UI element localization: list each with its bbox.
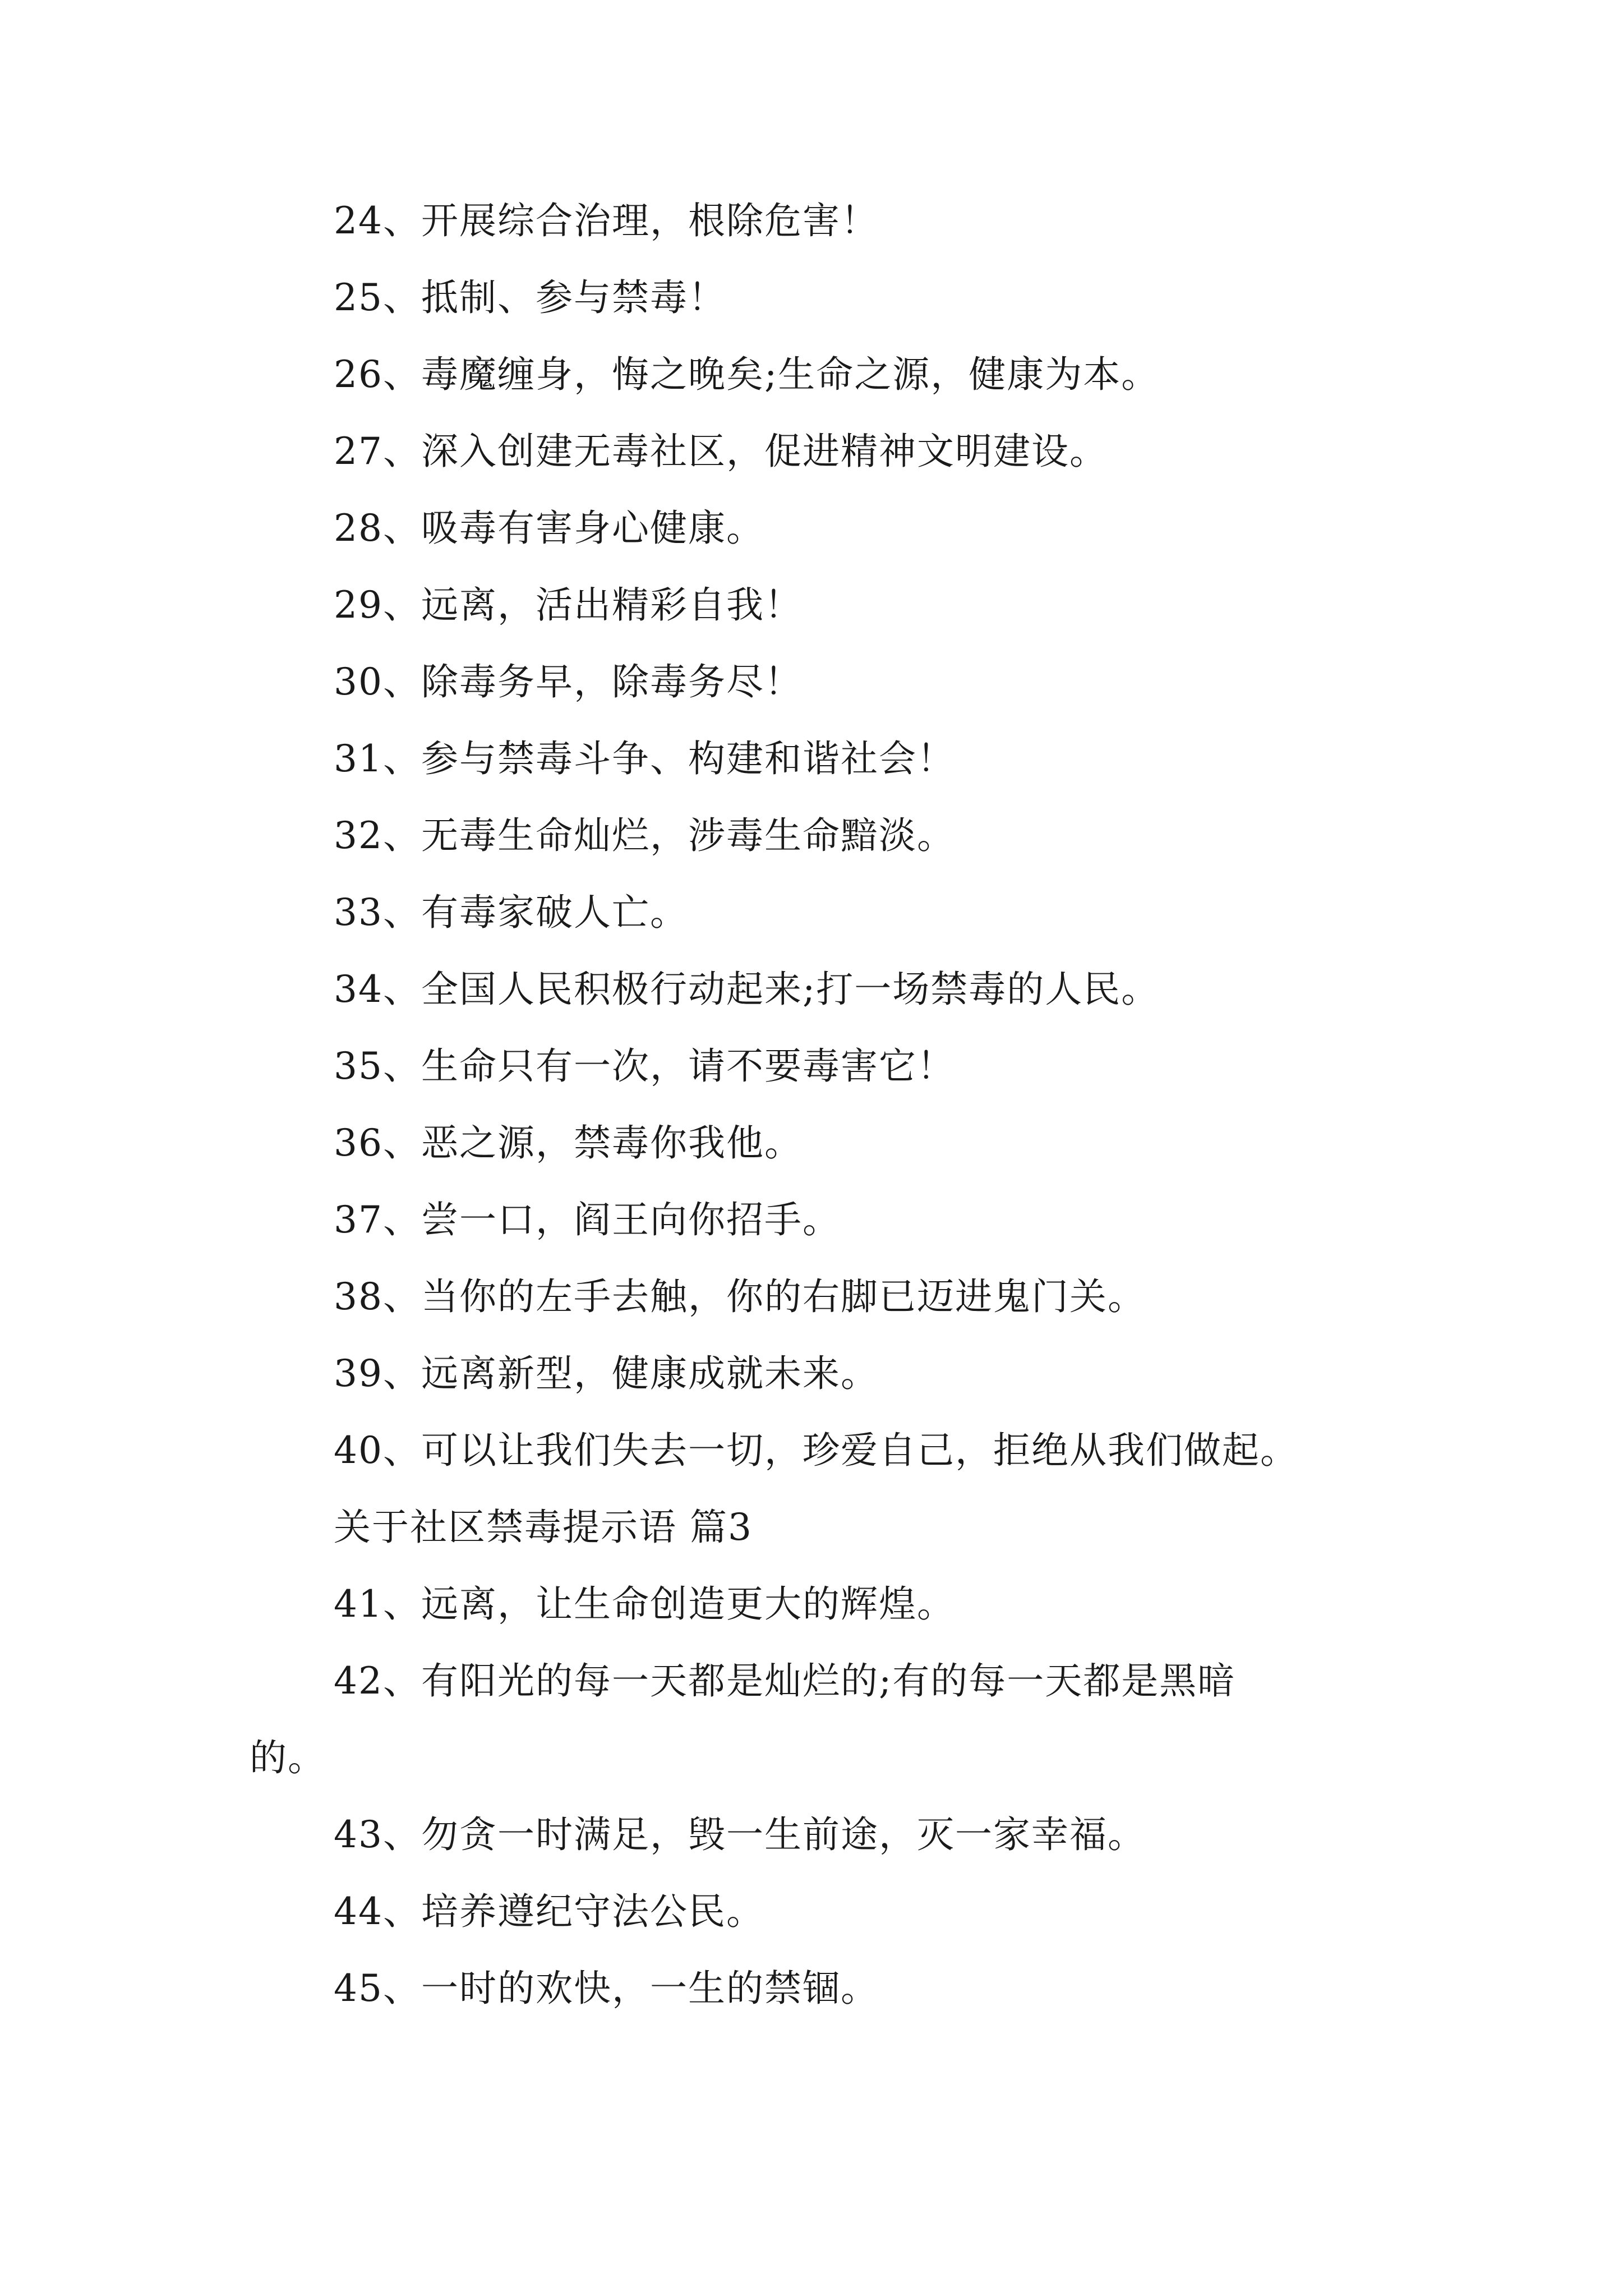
slogan-line-36: 36、恶之源，禁毒你我他。 [334, 1121, 803, 1165]
slogan-line-42-continued: 的。 [250, 1736, 326, 1779]
slogan-line-26: 26、毒魔缠身，悔之晚矣;生命之源，健康为本。 [334, 353, 1160, 396]
slogan-line-32: 32、无毒生命灿烂，涉毒生命黯淡。 [334, 814, 955, 857]
slogan-line-28: 28、吸毒有害身心健康。 [334, 507, 764, 550]
document-body [250, 182, 1382, 2027]
slogan-line-37: 37、尝一口，阎王向你招手。 [334, 1198, 841, 1241]
slogan-line-45: 45、一时的欢快，一生的禁锢。 [334, 1967, 879, 2010]
slogan-line-42: 42、有阳光的每一天都是灿烂的;有的每一天都是黑暗 [334, 1659, 1236, 1703]
slogan-line-30: 30、除毒务早，除毒务尽！ [334, 660, 803, 703]
slogan-line-34: 34、全国人民积极行动起来;打一场禁毒的人民。 [334, 968, 1160, 1011]
slogan-line-38: 38、当你的左手去触，你的右脚已迈进鬼门关。 [334, 1275, 1146, 1318]
slogan-line-25: 25、抵制、参与禁毒！ [334, 276, 726, 319]
slogan-line-39: 39、远离新型，健康成就未来。 [334, 1352, 879, 1395]
section-heading: 关于社区禁毒提示语 篇3 [334, 1506, 753, 1549]
slogan-line-27: 27、深入创建无毒社区，促进精神文明建设。 [334, 430, 1108, 473]
slogan-line-35: 35、生命只有一次，请不要毒害它！ [334, 1045, 955, 1088]
slogan-line-41: 41、远离，让生命创造更大的辉煌。 [334, 1582, 955, 1626]
slogan-line-40: 40、可以让我们失去一切，珍爱自己，拒绝从我们做起。 [334, 1429, 1298, 1472]
slogan-line-29: 29、远离，活出精彩自我！ [334, 583, 803, 627]
slogan-line-43: 43、勿贪一时满足，毁一生前途，灭一家幸福。 [334, 1813, 1146, 1856]
slogan-line-24: 24、开展综合治理，根除危害！ [334, 199, 879, 242]
slogan-line-31: 31、参与禁毒斗争、构建和谐社会！ [334, 737, 955, 780]
slogan-line-44: 44、培养遵纪守法公民。 [334, 1890, 764, 1933]
slogan-line-33: 33、有毒家破人亡。 [334, 891, 688, 934]
